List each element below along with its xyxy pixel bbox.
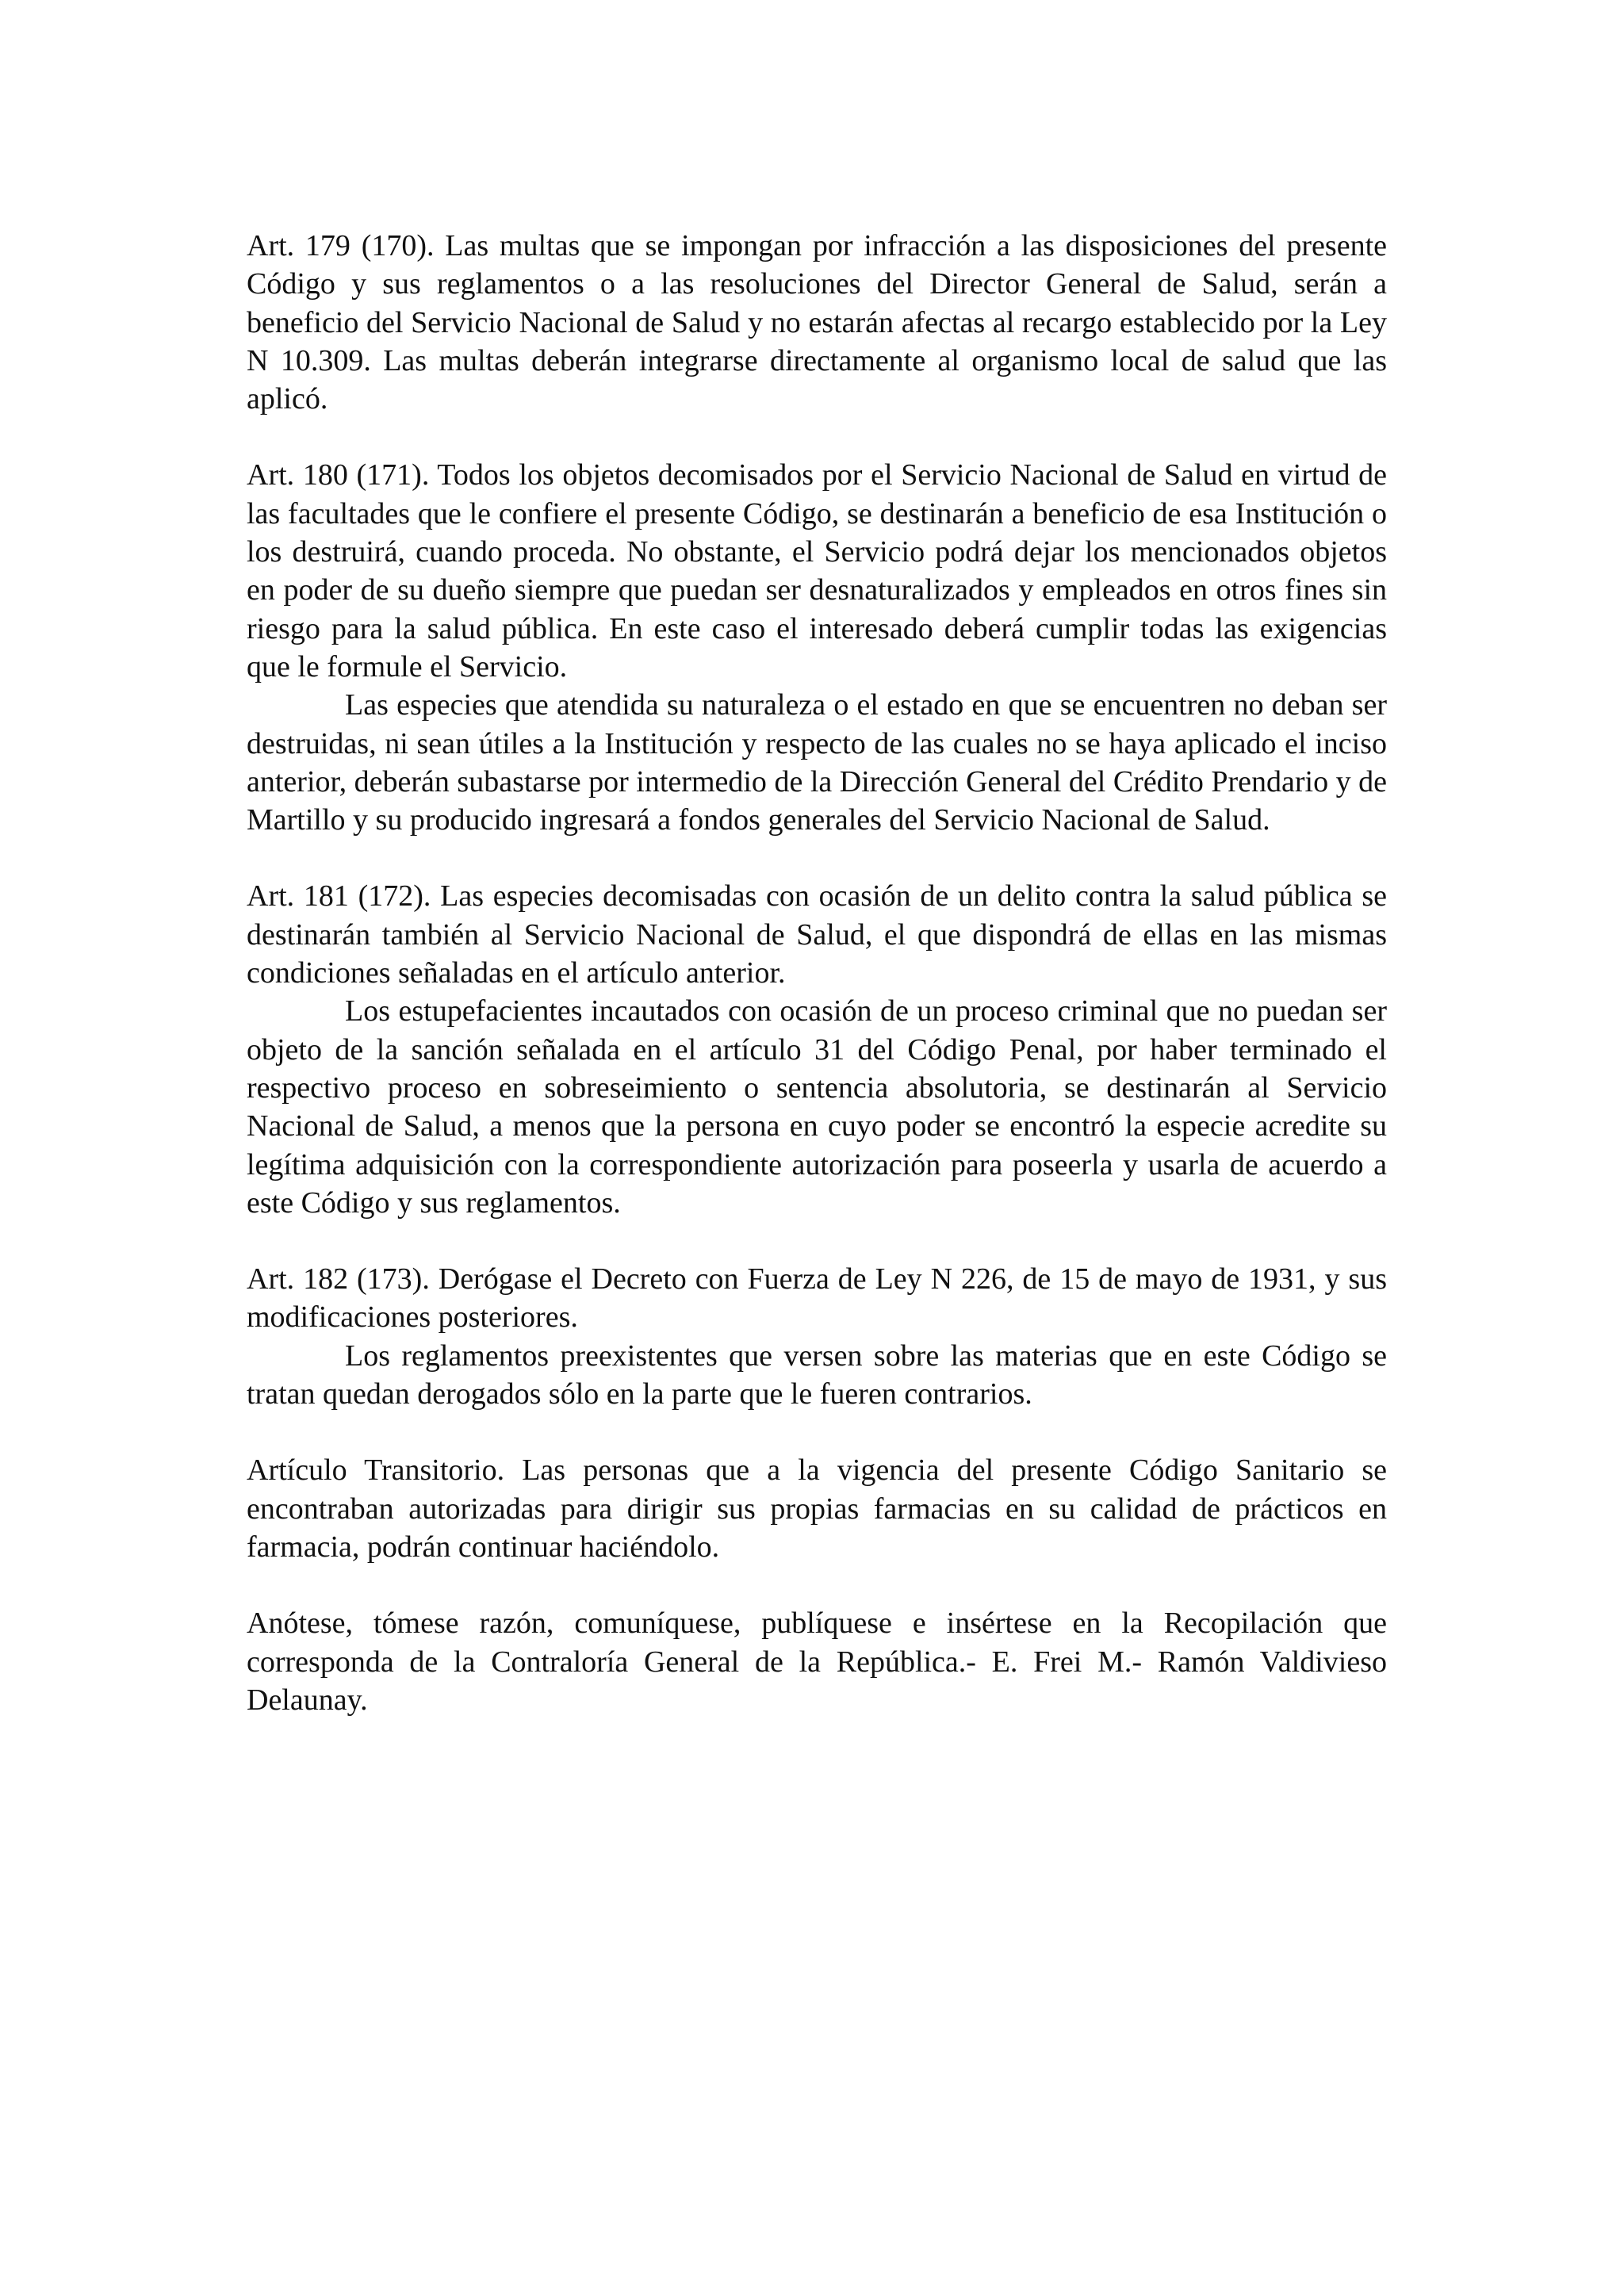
article-181-paragraph: Art. 181 (172). Las especies decomisadas con ocasión de un delito contra la salud pública se destinarán también al Servicio Nacional de Salud, el que dispondrá de ellas en las mismas condiciones señaladas en el artículo anterior. [247, 879, 1387, 990]
article-182-subparagraph: Los reglamentos preexistentes que versen sobre las materias que en este Código se tratan quedan derogados sólo en la parte que le fueren contrarios. [247, 1338, 1387, 1411]
article-180-subparagraph: Las especies que atendida su naturaleza o el estado en que se encuentren no deban ser destruidas, ni sean útiles a la Institución y respecto de las cuales no se haya aplicado el inciso anterior, deberán subastarse por intermedio de la Dirección General del Crédito Prendario y de Martillo y su producido ingresará a fondos generales del Servicio Nacional de Salud. [247, 688, 1387, 837]
article-179-paragraph: Art. 179 (170). Las multas que se impongan por infracción a las disposiciones del presente Código y sus reglamentos o a las resoluciones del Director General de Salud, serán a beneficio del Servicio Nacional de Salud y no estarán afectas al recargo establecido por la Ley N 10.309. Las multas deberán integrarse directamente al organismo local de salud que las aplicó. [247, 229, 1387, 416]
section-gap [247, 1413, 1387, 1451]
transitory-article-paragraph: Artículo Transitorio. Las personas que a la vigencia del presente Código Sanitario se encontraban autorizadas para dirigir sus propias farmacias en su calidad de prácticos en farmacia, podrán continuar haciéndolo. [247, 1453, 1387, 1564]
article-182-paragraph: Art. 182 (173). Derógase el Decreto con Fuerza de Ley N 226, de 15 de mayo de 1931, y sus modificaciones posteriores. [247, 1262, 1387, 1335]
section-gap [247, 1566, 1387, 1604]
section-gap [247, 839, 1387, 877]
article-180-paragraph: Art. 180 (171). Todos los objetos decomisados por el Servicio Nacional de Salud en virtud de las facultades que le confiere el presente Código, se destinarán a beneficio de esa Institución o los destruirá, cuando proceda. No obstante, el Servicio podrá dejar los mencionados objetos en poder de su dueño siempre que puedan ser desnaturalizados y empleados en otros fines sin riesgo para la salud pública. En este caso el interesado deberá cumplir todas las exigencias que le formule el Servicio. [247, 458, 1387, 684]
section-gap [247, 418, 1387, 456]
document-page [247, 227, 1387, 1719]
article-181-subparagraph: Los estupefacientes incautados con ocasión de un proceso criminal que no puedan ser objeto de la sanción señalada en el artículo 31 del Código Penal, por haber terminado el respectivo proceso en sobreseimiento o sentencia absolutoria, se destinarán al Servicio Nacional de Salud, a menos que la persona en cuyo poder se encontró la especie acredite su legítima adquisición con la correspondiente autorización para poseerla y usarla de acuerdo a este Código y sus reglamentos. [247, 994, 1387, 1220]
closing-paragraph: Anótese, tómese razón, comuníquese, publíquese e insértese en la Recopilación que corresponda de la Contraloría General de la República.- E. Frei M.- Ramón Valdivieso Delaunay. [247, 1607, 1387, 1717]
section-gap [247, 1222, 1387, 1260]
